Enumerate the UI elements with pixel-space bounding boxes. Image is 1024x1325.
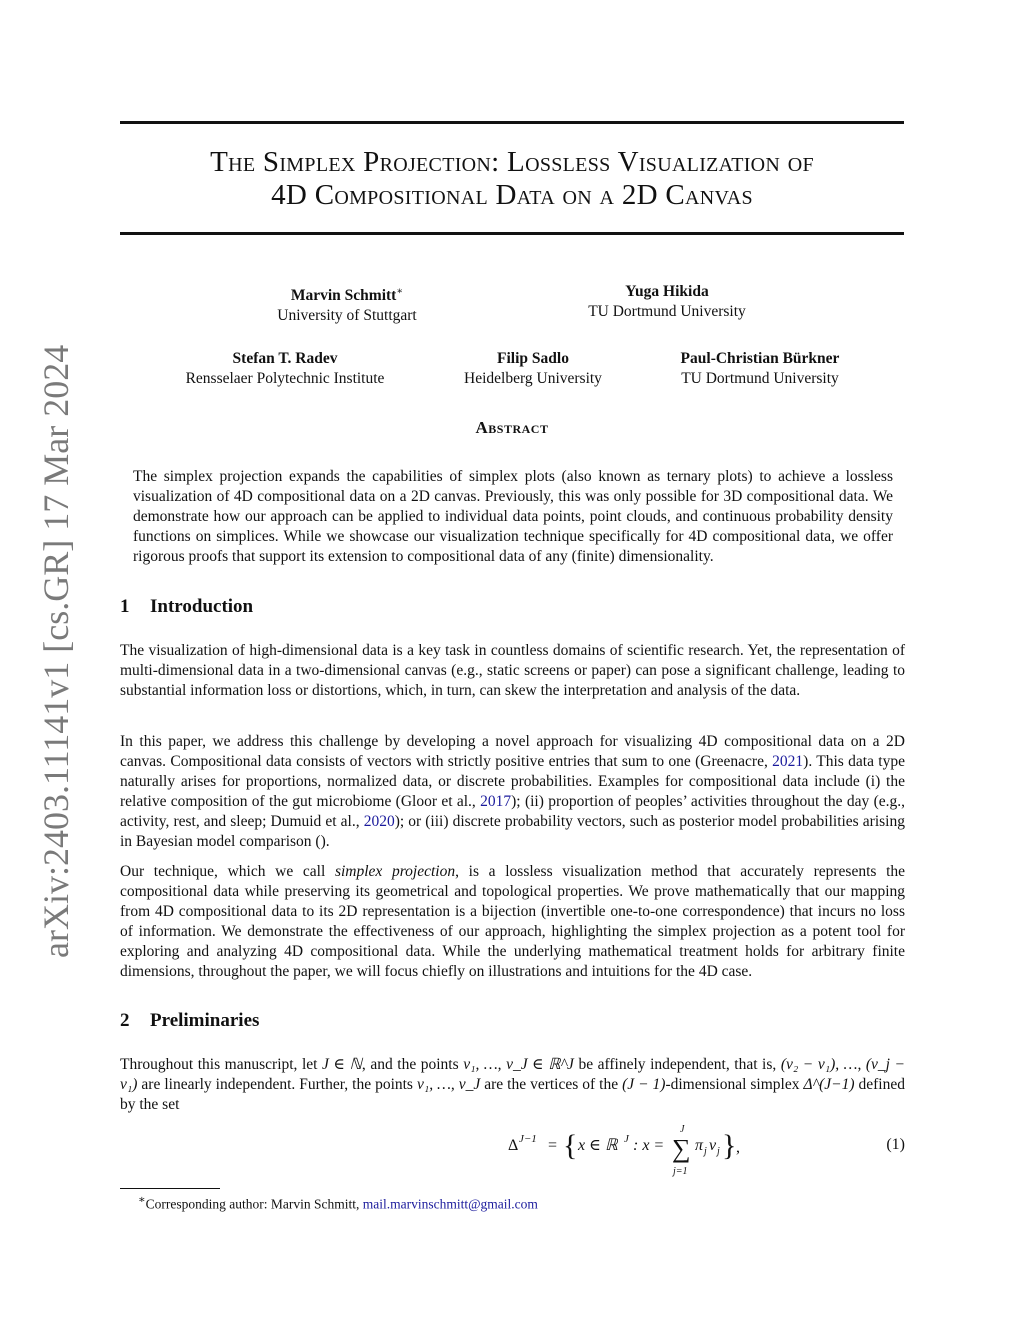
arxiv-identifier-text: arXiv:2403.11141v1 [cs.GR] 17 Mar 2024 xyxy=(36,344,76,958)
section-number: 2 xyxy=(120,1010,130,1031)
eq-term-v-sub: j xyxy=(717,1146,720,1157)
eq-term-pi-sub: j xyxy=(704,1146,707,1157)
math-inline: (v₂ − v₁), …, (v_j − v₁) xyxy=(120,1056,905,1093)
text-run: Throughout this manuscript, let xyxy=(120,1056,323,1073)
author-block-2 xyxy=(557,282,777,322)
text-run: ); or (iii) discrete probability vectors, such as posterior model probabilities arising in Bayesian model comparison (). xyxy=(120,813,905,850)
author-name: Marvin Schmitt xyxy=(290,287,397,305)
text-run: -dimensional simplex xyxy=(665,1076,804,1093)
author-block-1 xyxy=(237,282,457,326)
paper-title xyxy=(120,146,904,212)
title-line-1: The Simplex Projection: Lossless Visualization of xyxy=(210,146,814,178)
eq-sum-bottom: j=1 xyxy=(673,1166,688,1177)
text-run: be affinely independent, that is, xyxy=(573,1056,781,1073)
email-link[interactable]: mail.marvinschmitt@gmail.com xyxy=(362,1196,538,1212)
eq-term-v: v xyxy=(709,1137,717,1154)
author-affiliation: Heidelberg University xyxy=(464,370,602,387)
title-top-rule xyxy=(120,121,904,124)
author-name: Paul-Christian Bürkner xyxy=(680,350,840,367)
abstract-heading: Abstract xyxy=(475,418,549,437)
eq-lhs: Δ xyxy=(508,1137,519,1154)
eq-set-lead: x ∈ ℝ xyxy=(578,1137,618,1154)
footnote-rule xyxy=(120,1188,220,1189)
author-name: Filip Sadlo xyxy=(497,350,569,367)
author-footnote-mark: ∗ xyxy=(396,286,404,297)
author-affiliation: TU Dortmund University xyxy=(588,303,746,320)
text-run: Our technique, which we call xyxy=(120,863,335,880)
emphasized-term: simplex projection xyxy=(334,863,456,880)
citation-link[interactable]: 2020 xyxy=(363,813,395,830)
eq-left-brace: { xyxy=(563,1129,578,1162)
text-run: , and the points xyxy=(361,1056,464,1073)
text-run: In this paper, we address this challenge by developing a novel approach for visualizing 4D compositional data on a 2D canvas. Compositional data consists of vectors with strictly positive entries that sum to one (Greenacre, xyxy=(120,733,905,770)
equation-body xyxy=(508,1122,768,1178)
section-1-heading xyxy=(120,596,253,618)
eq-right-brace: } xyxy=(722,1129,737,1162)
preliminaries-paragraph xyxy=(120,1055,905,1115)
eq-set-sup: J xyxy=(624,1133,629,1145)
section-number: 1 xyxy=(120,596,130,617)
intro-paragraph-2 xyxy=(120,732,905,852)
eq-sum-top: J xyxy=(680,1124,685,1135)
author-block-3 xyxy=(160,349,410,389)
author-block-4 xyxy=(423,349,643,389)
eq-tail: , xyxy=(736,1139,740,1156)
text-run: defined by the set xyxy=(120,1076,905,1113)
text-run: are the vertices of the xyxy=(480,1076,623,1093)
math-inline: J ∈ ℕ xyxy=(322,1056,362,1073)
author-name: Yuga Hikida xyxy=(625,283,709,300)
author-block-5 xyxy=(650,349,870,389)
math-inline: Δ^(J−1) xyxy=(803,1076,855,1093)
author-affiliation: Rensselaer Polytechnic Institute xyxy=(185,370,385,387)
text-run: ). This data type naturally arises for proportions, normalized data, or discrete probabilities. Examples for compositional data include (i) the relative composition of the gut microbiome (Gloor et al., xyxy=(120,753,905,810)
math-inline: v₁, …, v_J ∈ ℝ^J xyxy=(463,1056,574,1073)
intro-paragraph-1: The visualization of high-dimensional data is a key task in countless domains of scientific research. Yet, the representation of multi-dimensional data in a two-dimensional canvas (e.g., static screens or paper) can pose a significant challenge, leading to substantial information loss or distortions, which, in turn, can skew the interpretation and analysis of the data. xyxy=(120,642,905,699)
citation-link[interactable]: 2017 xyxy=(480,793,512,810)
math-inline: v₁, …, v_J xyxy=(416,1076,481,1093)
section-2-heading xyxy=(120,1010,259,1032)
text-run: ); (ii) proportion of peoples’ activities throughout the day (e.g., activity, rest, and sleep; Dumuid et al., xyxy=(120,793,905,830)
eq-lhs-sup: J−1 xyxy=(519,1133,537,1145)
eq-equals: = xyxy=(548,1137,558,1154)
title-line-2: 4D Compositional Data on a 2D Canvas xyxy=(271,179,753,211)
footnote-text: Corresponding author: Marvin Schmitt, xyxy=(145,1196,363,1212)
author-affiliation: University of Stuttgart xyxy=(277,307,417,325)
eq-sum-symbol: ∑ xyxy=(672,1134,691,1163)
title-bottom-rule xyxy=(120,232,904,235)
eq-set-mid: : x = xyxy=(633,1137,665,1154)
author-name: Stefan T. Radev xyxy=(232,350,338,367)
section-title: Preliminaries xyxy=(150,1010,260,1031)
text-run: , is a lossless visualization method that accurately represents the compositional data while preserving its geometrical and topological properties. We prove mathematically that our mapping from 4D compositional data to its 2D representation is a bijection (invertible one-to-one correspondence) that incurs no loss of information. We demonstrate the effectiveness of our approach, highlighting the simplex projection as a potent tool for exploring and analyzing 4D compositional data. While the underlying mathematical treatment holds for arbitrary finite dimensions, throughout the paper, we will focus chiefly on illustrations and intuitions for the 4D case. xyxy=(120,863,906,980)
text-run: are linearly independent. Further, the points xyxy=(137,1076,417,1093)
author-affiliation: TU Dortmund University xyxy=(681,370,839,387)
citation-link[interactable]: 2021 xyxy=(772,753,804,770)
equation-1 xyxy=(120,1122,905,1178)
eq-term-pi: π xyxy=(695,1137,704,1154)
footnote xyxy=(138,1191,538,1214)
equation-number: (1) xyxy=(886,1136,905,1153)
arxiv-identifier-stamp xyxy=(12,330,92,970)
footnote-mark: ∗ xyxy=(138,1194,146,1206)
abstract-text: The simplex projection expands the capabilities of simplex plots (also known as ternary plots) to achieve a lossless visualization of 4D compositional data on a 2D canvas. Previously, this was only possible for 3D compositional data. We demonstrate how our approach can be applied to individual data points, point clouds, and continuous probability density functions on simplices. While we showcase our visualization technique specifically for 4D compositional data, we offer rigorous proofs that support its extension to compositional data of any (finite) dimensionality. xyxy=(133,468,893,565)
section-title: Introduction xyxy=(150,596,254,617)
math-inline: (J − 1) xyxy=(622,1076,666,1093)
intro-paragraph-3 xyxy=(120,862,905,982)
